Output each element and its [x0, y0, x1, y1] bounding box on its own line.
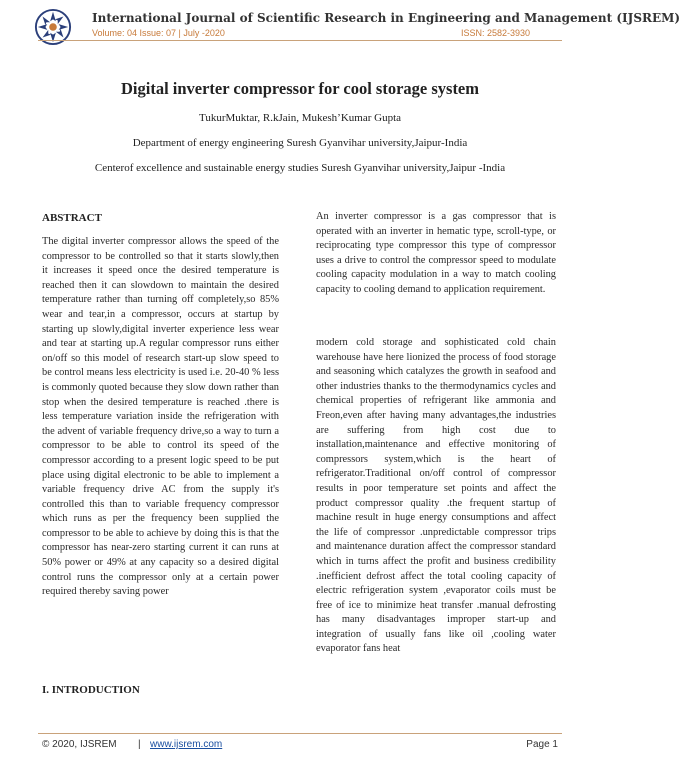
issn: ISSN: 2582-3930	[460, 28, 530, 38]
volume-issue: Volume: 04 Issue: 07 | July -2020	[92, 28, 225, 38]
abstract-heading: ABSTRACT	[42, 212, 102, 224]
affiliation-2: Centerof excellence and sustainable energy studies Suresh Gyanvihar university,Jaipur -India	[94, 162, 506, 174]
footer-copyright: © 2020, IJSREM	[42, 739, 117, 750]
paper-title: Digital inverter compressor for cool storage system	[120, 79, 480, 98]
footer-separator: |	[138, 739, 141, 750]
affiliation-1: Department of energy engineering Suresh Gyanvihar university,Jaipur-India	[132, 137, 468, 149]
footer-divider	[38, 733, 562, 734]
authors: TukurMuktar, R.kJain, Mukesh’Kumar Gupta	[198, 112, 402, 124]
introduction-heading: I. INTRODUCTION	[42, 684, 140, 696]
intro-paragraph-2: modern cold storage and sophisticated cold chain warehouse have here lionized the process of food storage and seasoning which catalyzes the growth in seafood and other industries thanks to the thermodynamics cycles and chemical properties of refrigerant like ammonia and Freon,even after having many advantages,the industries are suffering from high cost due to installation,maintenance and effective monitoring of compressors system,which is the heart of refrigerator.Traditional on/off control of compressor results in poor temperature set points and affect the product compressor quality .the frequent startup of machine result in huge energy consumptions and affect the life of compressor .unpredictable compressor trips and maintenance duration affect the compressor standard which in turns affect the profit and business credibility .inefficient defrost affect the total cooling capacity of electric refrigeration system ,evaporator coils must be free of ice to minimize heat transfer .manual defrosting has many disadvantages improper start-up and integration of usually fans like oil ,cooling water evaporator fans heat	[316, 337, 556, 655]
intro-paragraph-1: An inverter compressor is a gas compressor that is operated with an inverter in hematic type, scroll-type, or reciprocating type compressor this type of compressor uses a drive to control the compressor speed to modulate cooling capacity modulation in a way to match cooling capacity to cooling demand to application requirement.	[316, 211, 556, 295]
header-divider	[38, 40, 562, 41]
abstract-text: The digital inverter compressor allows the speed of the compressor to be controlled so that it starts slowly,then it increases it speed once the desired temperature is reached then it can slowdown to maintain the desired temperature rather than turning off completely,so 85% wear and tear,in a compressor, occurs at startup by starting up slowly,digital inverter experience less wear and tear at starting up.A regular compressor runs either on/off so this model of research start-up slow speed to be control means less electricity is used i.e. 20-40 % less is commonly quoted because they slow down rather than stop when the desired temperature is reached .there is less temperature variation inside the refrigeration with the advent of variable frequency drive,so a way to turn a compressor to be able to control its speed of the compressor according to a present logic speed to be put place using digital electronic to be able to implement a variable frequency drive AC from the supply it's controlled this than to variable frequency compressor which runs as per the frequency been supplied the compressor to be able to achieve by doing this is that the compressor has near-zero starting current it can runs at 50% power or 49% at any capacity so a desired digital control runs the compressor only at a certain power required thereby saving power	[42, 236, 279, 598]
journal-title: International Journal of Scientific Research in Engineering and Management (IJSREM)	[92, 11, 680, 25]
page-number: Page 1	[526, 739, 558, 750]
footer-url-link[interactable]: www.ijsrem.com	[150, 739, 223, 750]
